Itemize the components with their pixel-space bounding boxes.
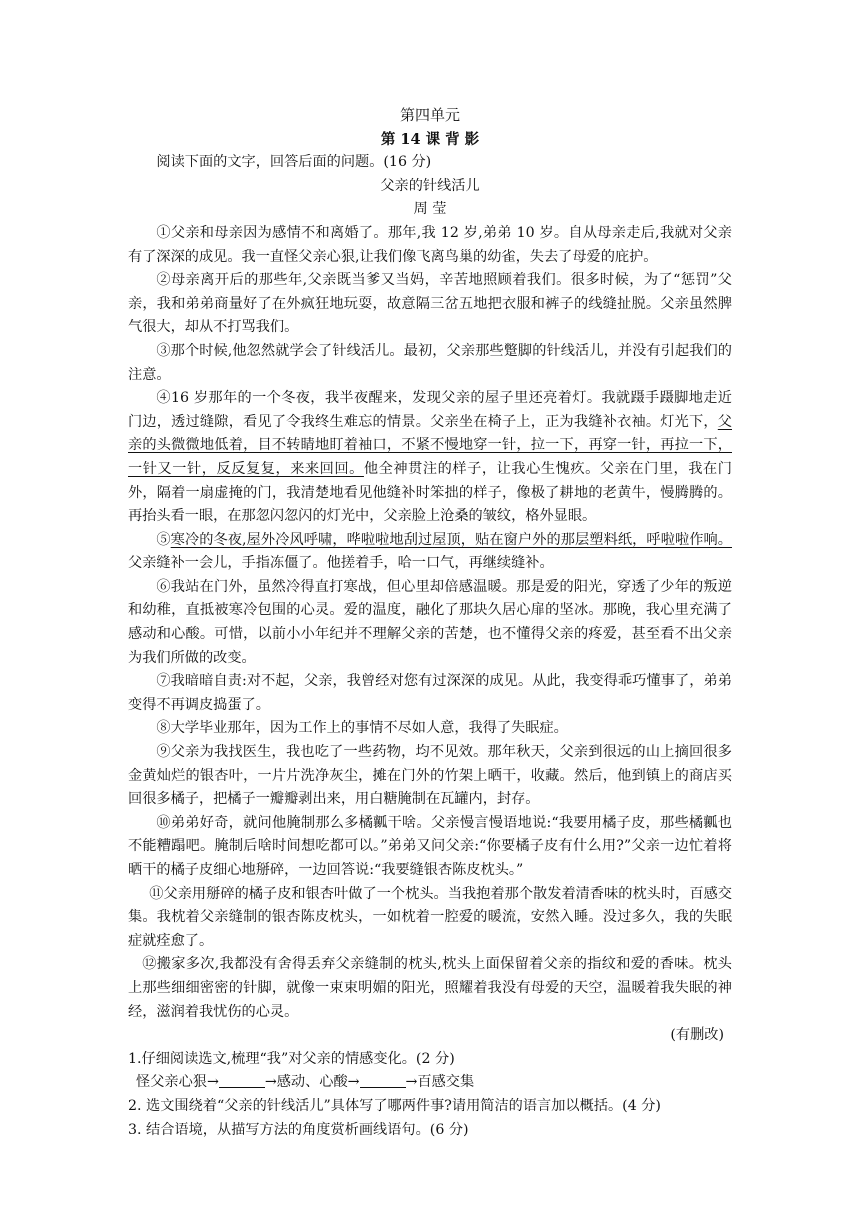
paragraph-4 (128, 387, 732, 529)
underlined-sentence-1: 父亲的头微微地低着，目不转睛地盯着袖口，不紧不慢地穿一针，拉一下，再穿一针，再拉一下，一针又一针，反反复复，来来回回。 (128, 413, 732, 477)
article-author: 周 莹 (413, 201, 447, 218)
lesson-title: 第 14 课 背 影 (380, 130, 480, 148)
reading-instruction: 阅读下面的文字，回答后面的问题。(16 分) (156, 154, 432, 171)
paragraph-7: ⑦我暗暗自责:对不起，父亲，我曾经对您有过深深的成见。从此，我变得乖巧懂事了，弟弟变得不再调皮捣蛋了。 (128, 673, 732, 713)
question-2: 2. 选文围绕着“父亲的针线活儿”具体写了哪两件事?请用简洁的语言加以概括。(4 分) (128, 1097, 661, 1114)
chain-step-1: 怪父亲心狠→ (136, 1074, 219, 1091)
answer-blank-2[interactable] (360, 1073, 406, 1088)
paragraph-8: ⑧大学毕业那年，因为工作上的事情不尽如人意，我得了失眠症。 (156, 720, 568, 737)
question-1-chain (128, 1071, 732, 1095)
answer-blank-1[interactable] (219, 1073, 265, 1088)
paragraph-10: ⑩弟弟好奇，就问他腌制那么多橘瓤干啥。父亲慢言慢语地说:“我要用橘子皮，那些橘瓤也不能糟蹋吧。腌制后啥时间想吃都可以。”弟弟又问父亲:“你要橘子皮有什么用?”父亲一边忙着将晒干的橘子皮细心地掰碎，一边回答说:“我要缝银杏陈皮枕头。” (128, 814, 732, 878)
paragraph-12: ⑫搬家多次,我都没有舍得丢弃父亲缝制的枕头,枕头上面保留着父亲的指纹和爱的香味。枕头上那些细细密密的针脚，就像一束束明媚的阳光，照耀着我没有母爱的天空，温暖着我失眠的神经，滋润着我忧伤的心灵。 (128, 956, 732, 1020)
paragraph-6: ⑥我站在门外，虽然冷得直打寒战，但心里却倍感温暖。那是爱的阳光，穿透了少年的叛逆和幼稚，直抵被寒冷包围的心灵。爱的温度，融化了那块久居心扉的坚冰。那晚，我心里充满了感动和心酸。可惜，以前小小年纪并不理解父亲的苦楚，也不懂得父亲的疼爱，甚至看不出父亲为我们所做的改变。 (128, 578, 732, 666)
paragraph-11: ⑪父亲用掰碎的橘子皮和银杏叶做了一个枕头。当我抱着那个散发着清香味的枕头时，百感交集。我枕着父亲缝制的银杏陈皮枕头，一如枕着一腔爱的暖流，安然入睡。没过多久，我的失眠症就痊愈了。 (128, 885, 732, 949)
chain-step-3: →百感交集 (405, 1074, 475, 1091)
chain-step-2: →感动、心酸→ (264, 1074, 360, 1091)
paragraph-1: ①父亲和母亲因为感情不和离婚了。那年,我 12 岁,弟弟 10 岁。自从母亲走后,我就对父亲有了深深的成见。我一直怪父亲心狠,让我们像飞离鸟巢的幼雀，失去了母爱的庇护。 (128, 224, 732, 265)
question-3: 3. 结合语境，从描写方法的角度赏析画线语句。(6 分) (128, 1121, 469, 1138)
document-page (128, 104, 732, 1142)
paragraph-3: ③那个时候,他忽然就学会了针线活儿。最初，父亲那些蹩脚的针线活儿，并没有引起我们的注意。 (128, 342, 732, 383)
article-title: 父亲的针线活儿 (380, 177, 480, 194)
paragraph-2: ②母亲离开后的那些年,父亲既当爹又当妈，辛苦地照顾着我们。很多时候，为了“惩罚”父亲，我和弟弟商量好了在外疯狂地玩耍，故意隔三岔五地把衣服和裤子的线缝扯脱。父亲虽然脾气很大，却从不打骂我们。 (128, 272, 732, 336)
underlined-sentence-2: 寒冷的冬夜,屋外冷风呼啸，哗啦啦地刮过屋顶，贴在窗户外的那层塑料纸，呼啦啦作响。 (170, 531, 732, 548)
paragraph-5-marker: ⑤ (156, 531, 171, 548)
edit-note: (有删改) (670, 1027, 724, 1044)
paragraph-9: ⑨父亲为我找医生，我也吃了一些药物，均不见效。那年秋天，父亲到很远的山上摘回很多金黄灿烂的银杏叶，一片片洗净灰尘，摊在门外的竹架上晒干，收藏。然后，他到镇上的商店买回很多橘子，把橘子一瓣瓣剥出来，用白糖腌制在瓦罐内，封存。 (128, 744, 732, 808)
paragraph-5 (128, 529, 732, 576)
question-1: 1.仔细阅读选文,梳理“我”对父亲的情感变化。(2 分) (128, 1050, 455, 1067)
unit-title: 第四单元 (399, 106, 460, 124)
paragraph-4-rest: 他全神贯注的样子，让我心生愧疚。父亲在门里，我在门外，隔着一扇虚掩的门，我清楚地看见他缝补时笨拙的样子，像极了耕地的老黄牛，慢腾腾的。再抬头看一眼，在那忽闪忽闪的灯光中，父亲脸上沧桑的皱纹，格外显眼。 (128, 460, 732, 525)
paragraph-5-rest: 父亲缝补一会儿，手指冻僵了。他搓着手，哈一口气，再继续缝补。 (128, 555, 554, 572)
paragraph-4-lead: ④16 岁那年的一个冬夜，我半夜醒来，发现父亲的屋子里还亮着灯。我就蹑手蹑脚地走近门边，透过缝隙，看见了令我终生难忘的情景。父亲坐在椅子上，正为我缝补衣袖。灯光下， (128, 390, 732, 430)
